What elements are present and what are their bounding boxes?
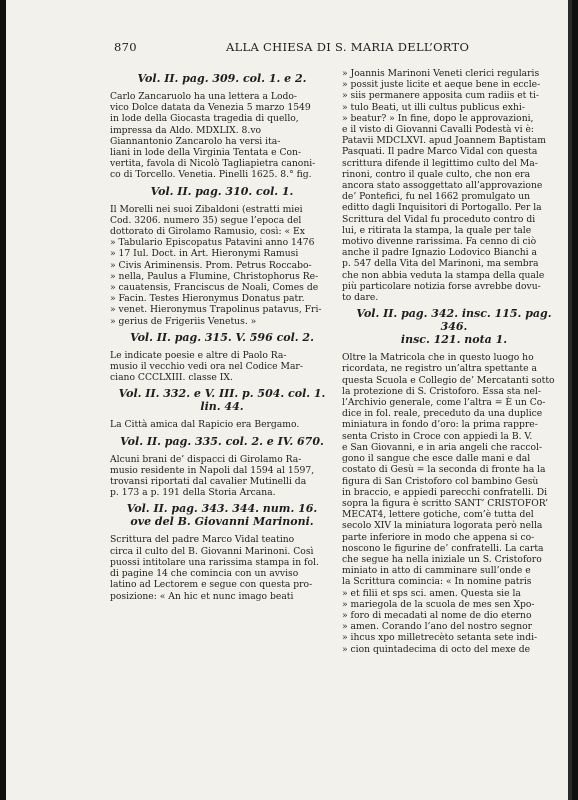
right-column	[342, 68, 566, 658]
section-heading: Vol. II. pag. 343. 344. num. 16. ove del B. Giovanni Marinoni.	[126, 502, 318, 529]
paragraph: Alcuni brani de’ dispacci di Girolamo Ra- musio residente in Napoli dal 1594 al 1597, trovansi riportati dal cavalier Mutinelli da p. 173 a p. 191 della Storia Arcana.	[110, 453, 315, 499]
page-number: 870	[114, 40, 137, 54]
paragraph: La Città amica dal Rapicio era Bergamo.	[110, 419, 300, 431]
section-heading: Vol. II. pag. 315. V. 596 col. 2.	[130, 330, 314, 344]
running-title: ALLA CHIESA DI S. MARIA DELL’ORTO	[226, 40, 470, 54]
section-heading: Vol. II. pag. 310. col. 1.	[150, 184, 294, 198]
section-heading: Vol. II. pag. 342. insc. 115. pag. 346. insc. 121. nota 1.	[356, 307, 552, 347]
left-column	[110, 68, 334, 605]
paragraph: Il Morelli nei suoi Zibaldoni (estratti miei Cod. 3206. numero 35) segue l’epoca del dottorato di Girolamo Ramusio, così: « Ex » Tabulario Episcopatus Patavini anno 1476 » 17 Iul. Doct. in Art. Hieronymi Ramusi » Civis Ariminensis. Prom. Petrus Roccabo- » nella, Paulus a Flumine, Christophorus Re- » cauatensis, Franciscus de Noali, Comes de » Facin. Testes Hieronymus Donatus patr. » venet. Hieronymus Trapolinus patavus, Fri- » gerius de Frigeriis Venetus. »	[110, 203, 322, 327]
paragraph: » Joannis Marinoni Veneti clerici regularis » possit juste licite et aeque bene in eccle- » siis permanere apposita cum radiis et ti- » tulo Beati, ut illi cultus publicus exhi- » beatur? » In fine, dopo le approvazioni, e il visto di Giovanni Cavalli Podestà vi è: Patavii MDCLXVI. apud Joannem Baptistam Pasquati. Il padre Marco Vidal con questa scrittura difende il legittimo culto del Ma- rinoni, contro il quale culto, che non era ancora stato assoggettato all’approvazione de’ Pontefici, fu nel 1662 promulgato un editto dagli Inquisitori di Portogallo. Per la Scrittura del Vidal fu proceduto contro di lui, e ritirata la stampa, la quale per tale motivo divenne rarissima. Fa cenno di ciò anche il padre Ignazio Lodovico Bianchi a p. 547 della Vita del Marinoni, ma sembra che non abbia veduta la stampa della quale più particolare notizia forse avrebbe dovu- to dare.	[342, 68, 546, 304]
page-header	[6, 40, 572, 56]
page-edge-shadow	[568, 0, 572, 800]
section-heading: Vol. II. pag. 309. col. 1. e 2.	[137, 72, 307, 85]
paragraph: Carlo Zancaruolo ha una lettera a Lodo- vico Dolce datata da Venezia 5 marzo 1549 in lode della Giocasta tragedia di quello, impressa da Aldo. MDXLIX. 8.vo Giannantonio Zancarolo ha versi ita- liani in lode della Virginia Tentata e Con- vertita, favola di Nicolò Tagliapietra canoni- co di Torcello. Venetia. Pinelli 1625. 8.° fig.	[110, 91, 316, 181]
section-heading: Vol. II. 332. e V. III. p. 504. col. 1. lin. 44.	[118, 387, 326, 414]
paragraph: Oltre la Matricola che in questo luogo ho ricordata, ne registro un’altra spettante a questa Scuola e Collegio de’ Mercatanti sotto la protezione di S. Cristoforo. Essa sta nel- l’Archivio generale, come l’altra = È un Co- dice in fol. reale, preceduto da una duplice miniatura in fondo d’oro: la prima rappre- senta Cristo in Croce con appiedi la B. V. e San Giovanni, e in aria angeli che raccol- gono il sangue che esce dalle mani e dal costato di Gesù = la seconda di fronte ha la figura di San Cristoforo col bambino Gesù in braccio, e appiedi parecchi confratelli. Di sopra la figura è scritto SANT’ CRISTOFOR’ MECAT4, lettere gotiche, com’è tutta del secolo XIV la miniatura logorata però nella parte inferiore in modo che appena si co- noscono le figurine de’ confratelli. La carta che segue ha nella iniziale un S. Cristoforo miniato in atto di camminare sull’onde e la Scrittura comincia: « In nomine patris » et filii et sps sci. amen. Questa sie la » mariegola de la scuola de mes sen Xpo- » foro di mecadati al nome de dio eterno » amen. Corando l’ano del nostro segnor » ihcus xpo milletrecèto setanta sete indi- » cion quintadecima di octo del mexe de	[342, 352, 555, 655]
section-heading: Vol. II. pag. 335. col. 2. e IV. 670.	[120, 434, 324, 448]
paragraph: Le indicate poesie e altre di Paolo Ra- musio il vecchio vedi ora nel Codice Mar- ciano CCCLXIII. classe IX.	[110, 349, 303, 384]
paragraph: Scrittura del padre Marco Vidal teatino circa il culto del B. Giovanni Marinoni. Così puossi intitolare una rarissima stampa in fol. di pagine 14 che comincia con un avviso latino ad Lectorem e segue con questa pro- posizione: « An hic et nunc imago beati	[110, 534, 319, 602]
book-page	[6, 0, 572, 800]
